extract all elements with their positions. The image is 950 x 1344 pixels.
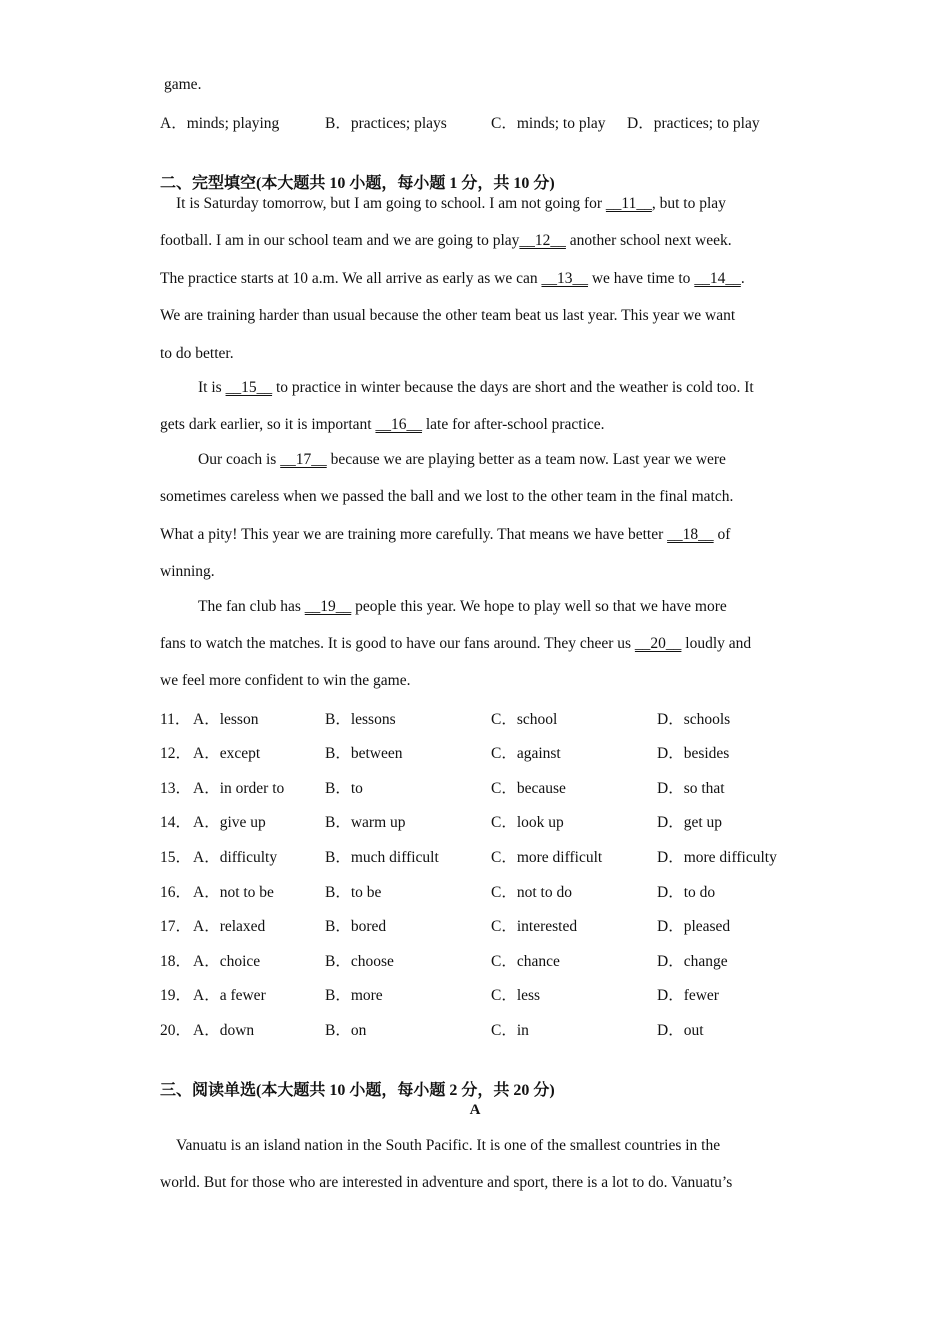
- question-row: [0, 707, 950, 729]
- option-c[interactable]: C．not to do: [491, 884, 572, 901]
- question-row: [0, 1018, 950, 1040]
- question-number: 17．: [160, 918, 192, 935]
- blank-11[interactable]: __11__: [605, 195, 652, 212]
- question-number: 16．: [160, 884, 192, 901]
- option-b[interactable]: B．on: [325, 1022, 367, 1039]
- blank-20[interactable]: __20__: [634, 635, 682, 652]
- section2-heading: 二、完型填空(本大题共 10 小题，每小题 1 分，共 10 分): [160, 175, 555, 192]
- passage-line: winning.: [160, 563, 215, 580]
- option-a[interactable]: A．not to be: [193, 884, 274, 901]
- option-c[interactable]: C．more difficult: [491, 849, 603, 866]
- question-row: [0, 776, 950, 798]
- prev-option-b: B．practices; plays: [325, 115, 447, 132]
- question-row: [0, 880, 950, 902]
- question-number: 11．: [160, 711, 191, 728]
- option-c[interactable]: C．less: [491, 987, 541, 1004]
- option-a[interactable]: A．down: [193, 1022, 255, 1039]
- option-a[interactable]: A．in order to: [193, 780, 285, 797]
- prev-option-c: C．minds; to play: [491, 115, 606, 132]
- option-b[interactable]: B．choose: [325, 953, 394, 970]
- blank-16[interactable]: __16__: [375, 416, 422, 433]
- question-number: 13．: [160, 780, 192, 797]
- blank-13[interactable]: __13__: [541, 270, 588, 287]
- question-number: 15．: [160, 849, 192, 866]
- question-number: 14．: [160, 814, 192, 831]
- question-row: [0, 983, 950, 1005]
- question-number: 20．: [160, 1022, 192, 1039]
- blank-17[interactable]: __17__: [280, 451, 327, 468]
- question-row: [0, 949, 950, 971]
- reading-passage-line: Vanuatu is an island nation in the South Pacific. It is one of the smallest countries in the: [176, 1137, 721, 1154]
- passage-line: we feel more confident to win the game.: [160, 672, 411, 689]
- option-d[interactable]: D．so that: [657, 780, 725, 797]
- option-d[interactable]: D．schools: [657, 711, 731, 728]
- option-b[interactable]: B．lessons: [325, 711, 396, 728]
- option-d[interactable]: D．get up: [657, 814, 723, 831]
- option-d[interactable]: D．out: [657, 1022, 704, 1039]
- passage-line: to do better.: [160, 345, 234, 362]
- passage-line: sometimes careless when we passed the ball and we lost to the other team in the final match.: [160, 488, 734, 505]
- option-c[interactable]: C．against: [491, 745, 561, 762]
- option-c[interactable]: C．interested: [491, 918, 578, 935]
- passage-line: The practice starts at 10 a.m. We all arrive as early as we can __13__ we have time to __14__.: [160, 270, 745, 287]
- prev-question-tail: game.: [164, 76, 202, 93]
- option-b[interactable]: B．bored: [325, 918, 387, 935]
- passage-line: gets dark earlier, so it is important __16__ late for after-school practice.: [160, 416, 605, 433]
- option-c[interactable]: C．school: [491, 711, 558, 728]
- option-b[interactable]: B．much difficult: [325, 849, 439, 866]
- option-b[interactable]: B．to be: [325, 884, 382, 901]
- reading-passage-line: world. But for those who are interested in adventure and sport, there is a lot to do. Vanuatu’s: [160, 1174, 733, 1191]
- option-d[interactable]: D．more difficulty: [657, 849, 777, 866]
- option-a[interactable]: A．a fewer: [193, 987, 266, 1004]
- option-c[interactable]: C．because: [491, 780, 566, 797]
- blank-18[interactable]: __18__: [667, 526, 714, 543]
- question-number: 12．: [160, 745, 192, 762]
- section3-heading: 三、阅读单选(本大题共 10 小题，每小题 2 分，共 20 分): [160, 1082, 555, 1099]
- question-row: [0, 914, 950, 936]
- question-number: 18．: [160, 953, 192, 970]
- passage-line: It is Saturday tomorrow, but I am going to school. I am not going for __11__, but to play: [176, 195, 726, 212]
- option-a[interactable]: A．except: [193, 745, 261, 762]
- passage-line: fans to watch the matches. It is good to have our fans around. They cheer us __20__ loudly and: [160, 635, 752, 652]
- option-c[interactable]: C．chance: [491, 953, 560, 970]
- blank-19[interactable]: __19__: [304, 598, 352, 615]
- option-a[interactable]: A．difficulty: [193, 849, 278, 866]
- option-c[interactable]: C．look up: [491, 814, 564, 831]
- prev-option-d: D．practices; to play: [627, 115, 760, 132]
- passage-line: football. I am in our school team and we are going to play__12__ another school next week.: [160, 232, 732, 249]
- option-a[interactable]: A．give up: [193, 814, 266, 831]
- option-d[interactable]: D．change: [657, 953, 728, 970]
- option-c[interactable]: C．in: [491, 1022, 529, 1039]
- passage-label: A: [469, 1102, 481, 1118]
- question-row: [0, 741, 950, 763]
- passage-line: The fan club has __19__ people this year. We hope to play well so that we have more: [198, 598, 727, 615]
- prev-option-a: A．minds; playing: [160, 115, 280, 132]
- passage-line: We are training harder than usual because the other team beat us last year. This year we want: [160, 307, 736, 324]
- blank-12[interactable]: __12__: [519, 232, 566, 249]
- option-b[interactable]: B．more: [325, 987, 383, 1004]
- option-a[interactable]: A．lesson: [193, 711, 259, 728]
- blank-15[interactable]: __15__: [225, 379, 273, 396]
- option-b[interactable]: B．to: [325, 780, 363, 797]
- passage-line: It is __15__ to practice in winter because the days are short and the weather is cold too. It: [198, 379, 754, 396]
- option-d[interactable]: D．besides: [657, 745, 730, 762]
- option-d[interactable]: D．pleased: [657, 918, 731, 935]
- option-d[interactable]: D．to do: [657, 884, 716, 901]
- passage-line: What a pity! This year we are training more carefully. That means we have better __18__ of: [160, 526, 731, 543]
- passage-line: Our coach is __17__ because we are playing better as a team now. Last year we were: [198, 451, 726, 468]
- option-a[interactable]: A．choice: [193, 953, 261, 970]
- question-number: 19．: [160, 987, 192, 1004]
- option-a[interactable]: A．relaxed: [193, 918, 266, 935]
- option-b[interactable]: B．warm up: [325, 814, 406, 831]
- question-row: [0, 810, 950, 832]
- option-b[interactable]: B．between: [325, 745, 403, 762]
- option-d[interactable]: D．fewer: [657, 987, 719, 1004]
- question-row: [0, 845, 950, 867]
- blank-14[interactable]: __14__: [694, 270, 741, 287]
